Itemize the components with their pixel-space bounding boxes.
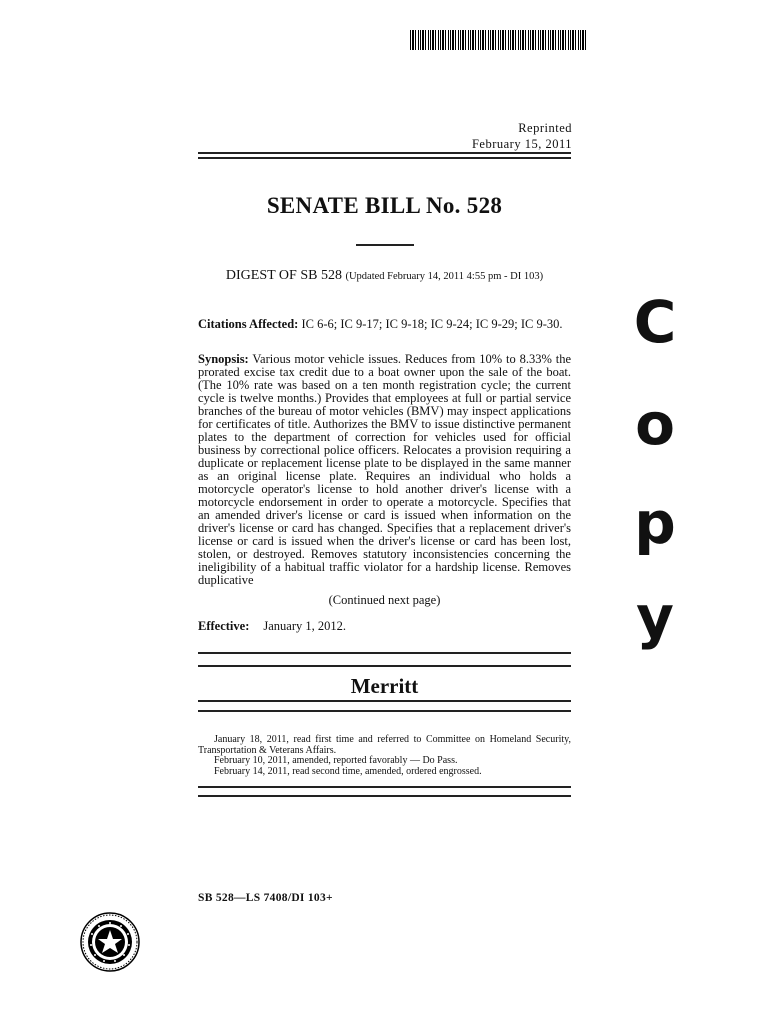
history-rule-2 [198,795,571,797]
history-rule-1 [198,786,571,788]
author-rule-4 [198,710,571,712]
synopsis [198,353,571,587]
citations-label: Citations Affected: [198,317,299,331]
effective-date [198,619,346,634]
title-divider [356,244,414,246]
state-seal-icon [80,912,140,972]
citations-value: IC 6-6; IC 9-17; IC 9-18; IC 9-24; IC 9-29; IC 9-30. [301,317,563,331]
author-rule-1 [198,652,571,654]
citations-affected [198,318,571,331]
digest-heading [198,268,571,284]
barcode-icon [410,30,588,50]
legislative-history [198,735,571,777]
history-entry: January 18, 2011, read first time and referred to Committee on Homeland Security, Transportation & Veterans Affairs. [198,734,571,756]
author-name: Merritt [350,674,419,698]
reprinted-date: February 15, 2011 [471,137,572,151]
author-rule-3 [198,700,571,702]
history-entry: February 14, 2011, read second time, amended, ordered engrossed. [214,765,482,777]
header-rule-top [198,152,571,154]
bill-title: SENATE BILL No. 528 [266,193,503,218]
header-rule-bottom [198,157,571,159]
reprinted-label: Reprinted [518,121,572,135]
copy-watermark-letter: C [633,288,677,356]
effective-value: January 1, 2012. [263,619,346,633]
synopsis-label: Synopsis: [198,352,249,366]
digest-label: DIGEST OF SB 528 [225,268,342,283]
author-rule-2 [198,665,571,667]
history-entry: February 10, 2011, amended, reported favorably — Do Pass. [214,755,458,766]
copy-watermark-letter: y [636,583,674,651]
copy-watermark-letter: o [635,390,675,458]
effective-label: Effective: [198,619,250,633]
continued-note: (Continued next page) [328,593,441,607]
digest-updated: (Updated February 14, 2011 4:55 pm - DI 103) [345,271,544,282]
synopsis-text: Various motor vehicle issues. Reduces from 10% to 8.33% the prorated excise tax credit due to a boat owner upon the sale of the boat. (The 10% rate was based on a ten month registration cycle; the current cycle is twelve months.) Provides that employees at full or partial service branches of the bureau of motor vehicles (BMV) may inspect applications for certificates of title. Authorizes the BMV to issue distinctive permanent plates to the department of correction for vehicles used for official business by correctional police officers. Relocates a provision requiring a duplicate or replacement license plate to be displayed in the same manner as an original license plate. Requires an individual who holds a motorcycle operator's license to hold another driver's license with a motorcycle endorsement in order to operate a motorcycle. Specifies that an amended driver's license or card is issued when information on the driver's license or card has changed. Specifies that a replacement driver's license or card is issued when the driver's license or card has been lost, stolen, or destroyed. Removes statutory inconsistencies concerning the ineligibility of a habitual traffic violator for a hardship license. Removes duplicative [198,352,572,587]
copy-watermark-letter: p [634,489,676,557]
bill-identifier: SB 528—LS 7408/DI 103+ [198,892,333,904]
